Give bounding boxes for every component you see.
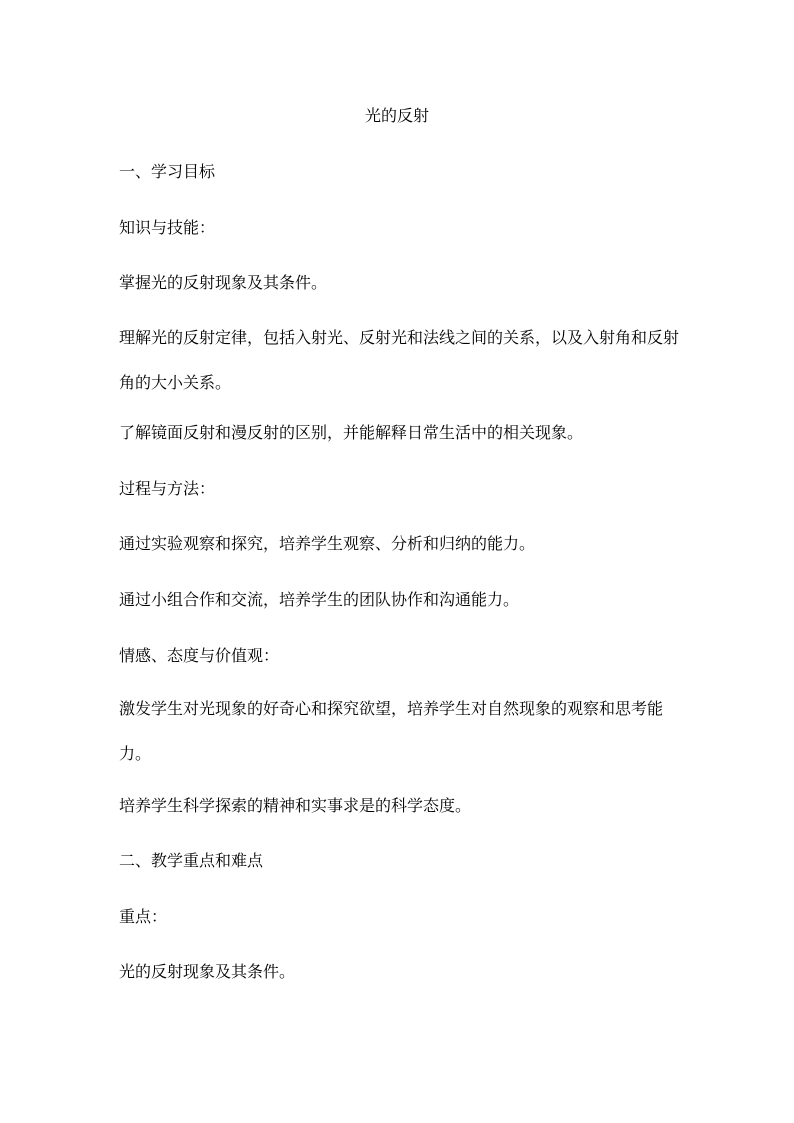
paragraph: 光的反射现象及其条件。 [119, 962, 296, 981]
section-heading-teaching-focus: 二、教学重点和难点 [119, 851, 264, 870]
paragraph: 激发学生对光现象的好奇心和探究欲望，培养学生对自然现象的观察和思考能力。 [119, 699, 664, 763]
paragraph: 掌握光的反射现象及其条件。 [119, 273, 328, 292]
paragraph: 通过实验观察和探究，培养学生观察、分析和归纳的能力。 [119, 534, 536, 553]
paragraph: 通过小组合作和交流，培养学生的团队协作和沟通能力。 [119, 590, 520, 609]
subheading-emotion-attitude-values: 情感、态度与价值观： [119, 646, 280, 665]
subheading-knowledge-skills: 知识与技能： [119, 218, 216, 237]
paragraph: 理解光的反射定律，包括入射光、反射光和法线之间的关系，以及入射角和反射角的大小关系。 [119, 328, 680, 392]
subheading-process-methods: 过程与方法： [119, 479, 216, 498]
document-title: 光的反射 [364, 106, 429, 125]
section-heading-learning-objectives: 一、学习目标 [119, 162, 216, 181]
subheading-key-points: 重点： [119, 907, 168, 926]
paragraph: 培养学生科学探索的精神和实事求是的科学态度。 [119, 796, 472, 815]
paragraph: 了解镜面反射和漫反射的区别，并能解释日常生活中的相关现象。 [119, 423, 584, 442]
